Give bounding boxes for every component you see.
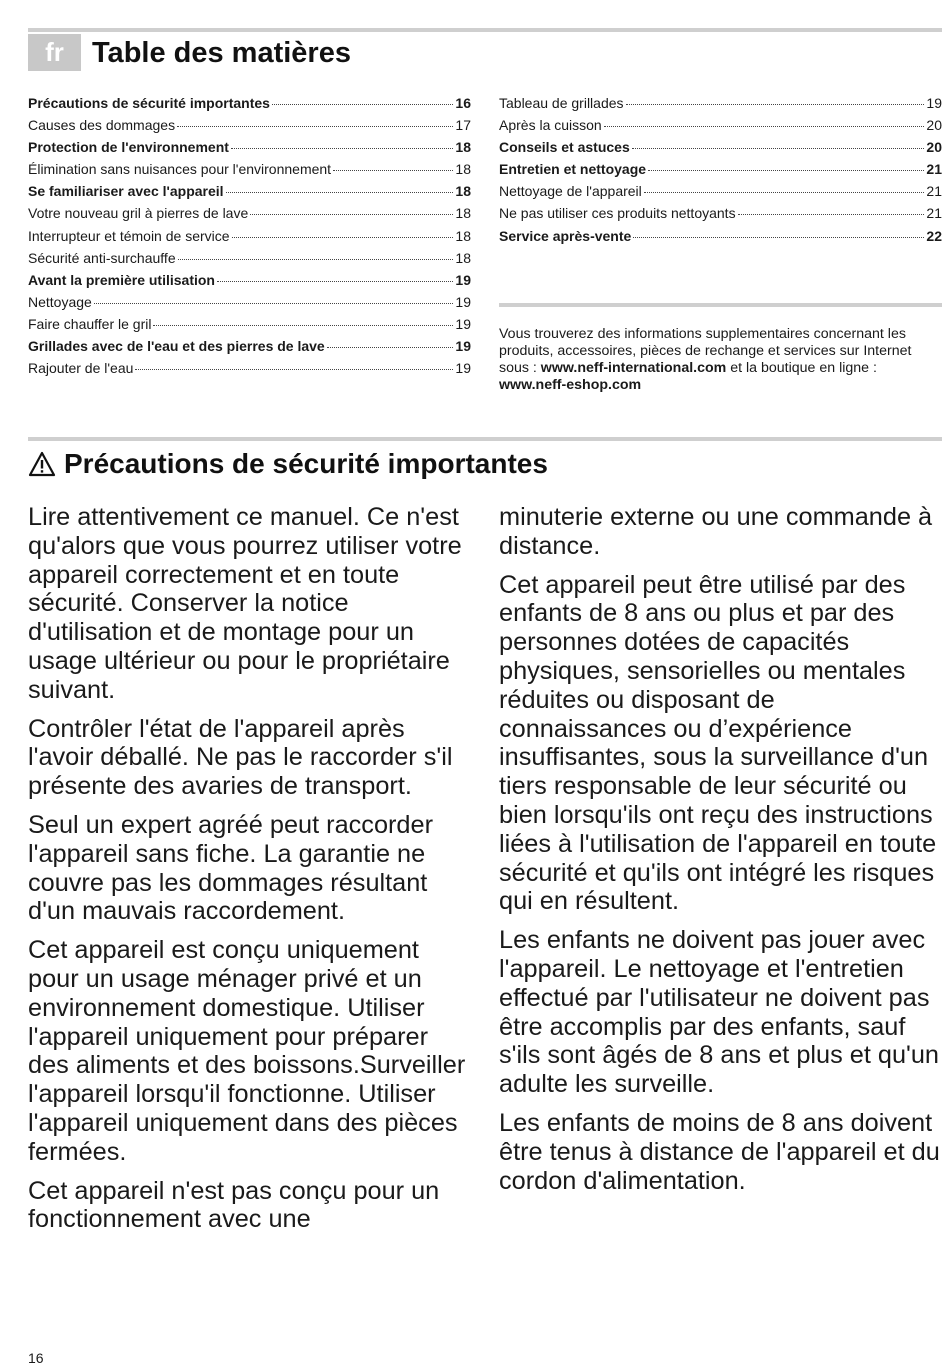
warning-triangle-icon [28,451,56,477]
toc-entry-page: 19 [455,338,471,355]
info-divider [499,303,942,307]
toc-entry-page: 22 [926,227,942,244]
toc-leader-dots [217,280,453,282]
toc-entry[interactable] [28,270,471,292]
safety-right-column [499,503,942,1205]
toc-entry-title: Conseils et astuces [499,139,630,156]
section-divider [28,437,942,441]
toc-entry[interactable] [28,137,471,159]
toc-entry[interactable] [499,226,942,248]
toc-leader-dots [272,103,453,105]
toc-entry[interactable] [28,314,471,336]
toc-entry[interactable] [28,292,471,314]
toc-entry[interactable] [28,115,471,137]
toc-leader-dots [626,103,925,105]
toc-entry-page: 19 [455,271,471,288]
toc-entry-title: Ne pas utiliser ces produits nettoyants [499,205,736,222]
safety-paragraph: minuterie externe ou une commande à distance. [499,503,933,560]
toc-entry[interactable] [28,159,471,181]
toc-leader-dots [153,324,453,326]
toc-entry-page: 20 [926,117,942,134]
toc-entry-title: Précautions de sécurité importantes [28,95,270,111]
section-heading [28,445,548,483]
toc-entry[interactable] [28,248,471,270]
safety-paragraph: Les enfants ne doivent pas jouer avec l'appareil. Le nettoyage et l'entretien effectué par l'utilisateur ne doivent pas être accomplis par des enfants, sauf s'ils sont âgés de 8 ans et plus et qu'un adulte les surveille. [499,926,939,1099]
toc-leader-dots [648,169,924,171]
eshop-website-link[interactable]: www.neff-eshop.com [499,377,642,393]
toc-entry-page: 20 [926,139,942,156]
toc-entry-title: Se familiariser avec l'appareil [28,183,224,200]
toc-entry-page: 18 [455,183,471,200]
toc-entry-page: 18 [455,249,471,266]
toc-right-column [499,93,942,248]
toc-leader-dots [644,191,925,193]
toc-entry[interactable] [28,93,471,115]
toc-entry[interactable] [28,336,471,358]
toc-entry-title: Après la cuisson [499,117,602,134]
toc-entry[interactable] [28,203,471,225]
toc-left-column [28,93,471,380]
toc-entry-page: 18 [455,161,471,178]
toc-entry-page: 21 [926,183,942,200]
toc-entry-page: 19 [455,315,471,332]
safety-paragraph: Cet appareil est conçu uniquement pour un usage ménager privé et un environnement domestique. Utiliser l'appareil uniquement pour préparer des aliments et des boissons.Surveiller l'appareil lorsqu'il fonctionne. Utiliser l'appareil uniquement dans des pièces fermées. [28,936,466,1166]
info-note-text-2: et la boutique en ligne : [726,360,877,376]
toc-leader-dots [604,125,925,127]
toc-entry-page: 19 [455,293,471,310]
toc-entry-page: 18 [455,139,471,156]
toc-entry[interactable] [499,203,942,225]
online-info-note [499,326,942,394]
toc-entry[interactable] [499,115,942,137]
safety-paragraph: Les enfants de moins de 8 ans doivent être tenus à distance de l'appareil et du cordon d'alimentation. [499,1108,940,1195]
toc-entry-page: 21 [926,205,942,222]
toc-entry-title: Interrupteur et témoin de service [28,227,230,244]
toc-entry[interactable] [28,358,471,380]
section-title: Précautions de sécurité importantes [64,448,548,479]
toc-entry-title: Nettoyage [28,293,92,310]
toc-entry-title: Élimination sans nuisances pour l'environnement [28,161,332,178]
toc-entry-page: 17 [455,117,471,134]
safety-paragraph: Cet appareil peut être utilisé par des enfants de 8 ans ou plus et par des personnes dotées de capacités physiques, sensorielles ou mentales réduites ou disposant de connaissances ou d’expérience insuffisantes, sous la surveillance d'un tiers responsable de leur sécurité ou bien lorsqu'ils ont reçu des instructions liées à l'utilisation de l'appareil en toute sécurité et qu'ils ont intégré les risques qui en résultent. [499,570,937,916]
safety-left-column [28,503,470,1244]
toc-entry[interactable] [28,181,471,203]
toc-entry-page: 18 [455,227,471,244]
toc-entry-page: 16 [455,95,471,111]
toc-leader-dots [633,236,924,238]
page-number: 16 [28,1350,44,1366]
toc-entry[interactable] [499,159,942,181]
toc-entry-title: Grillades avec de l'eau et des pierres de lave [28,338,325,355]
toc-entry-title: Votre nouveau gril à pierres de lave [28,205,249,222]
toc-leader-dots [632,147,925,149]
toc-leader-dots [177,125,453,127]
toc-leader-dots [333,169,453,171]
toc-entry-page: 19 [926,95,942,111]
international-website-link[interactable]: www.neff-international.com [540,360,727,376]
safety-paragraph: Lire attentivement ce manuel. Ce n'est qu'alors que vous pourrez utiliser votre appareil correctement et en toute sécurité. Conserver la notice d'utilisation et de montage pour un usage ultérieur ou pour le propriétaire suivant. [28,503,462,704]
toc-entry-page: 21 [926,161,942,178]
toc-leader-dots [178,258,454,260]
language-badge: fr [28,34,81,71]
toc-entry-title: Rajouter de l'eau [28,360,134,377]
toc-leader-dots [231,147,454,149]
toc-title: Table des matières [92,37,351,69]
toc-entry-title: Protection de l'environnement [28,139,229,156]
toc-entry-title: Tableau de grillades [499,95,624,111]
toc-entry-title: Sécurité anti-surchauffe [28,249,176,266]
toc-entry-title: Entretien et nettoyage [499,161,647,178]
toc-leader-dots [94,302,454,304]
toc-entry-title: Service après-vente [499,227,632,244]
safety-paragraph: Cet appareil n'est pas conçu pour un fonctionnement avec une [28,1176,440,1234]
toc-leader-dots [135,368,453,370]
toc-entry[interactable] [499,93,942,115]
toc-entry-title: Causes des dommages [28,117,176,134]
toc-leader-dots [226,191,454,193]
toc-entry[interactable] [499,137,942,159]
safety-paragraph: Contrôler l'état de l'appareil après l'avoir déballé. Ne pas le raccorder s'il présente des avaries de transport. [28,714,453,801]
top-divider [28,28,942,32]
toc-entry[interactable] [499,181,942,203]
info-note-text-1: Vous trouverez des informations supplementaires concernant les produits, accessoires, pièces de rechange et services sur Internet sous : [499,326,912,376]
toc-leader-dots [738,213,925,215]
toc-entry-title: Nettoyage de l'appareil [499,183,642,200]
toc-entry-title: Faire chauffer le gril [28,315,152,332]
safety-paragraph: Seul un expert agréé peut raccorder l'appareil sans fiche. La garantie ne couvre pas les dommages résultant d'un mauvais raccordement. [28,810,433,926]
toc-entry-page: 19 [455,360,471,377]
toc-entry-page: 18 [455,205,471,222]
toc-leader-dots [327,346,454,348]
toc-leader-dots [232,236,454,238]
toc-entry-title: Avant la première utilisation [28,271,215,288]
toc-entry[interactable] [28,226,471,248]
toc-leader-dots [250,213,453,215]
